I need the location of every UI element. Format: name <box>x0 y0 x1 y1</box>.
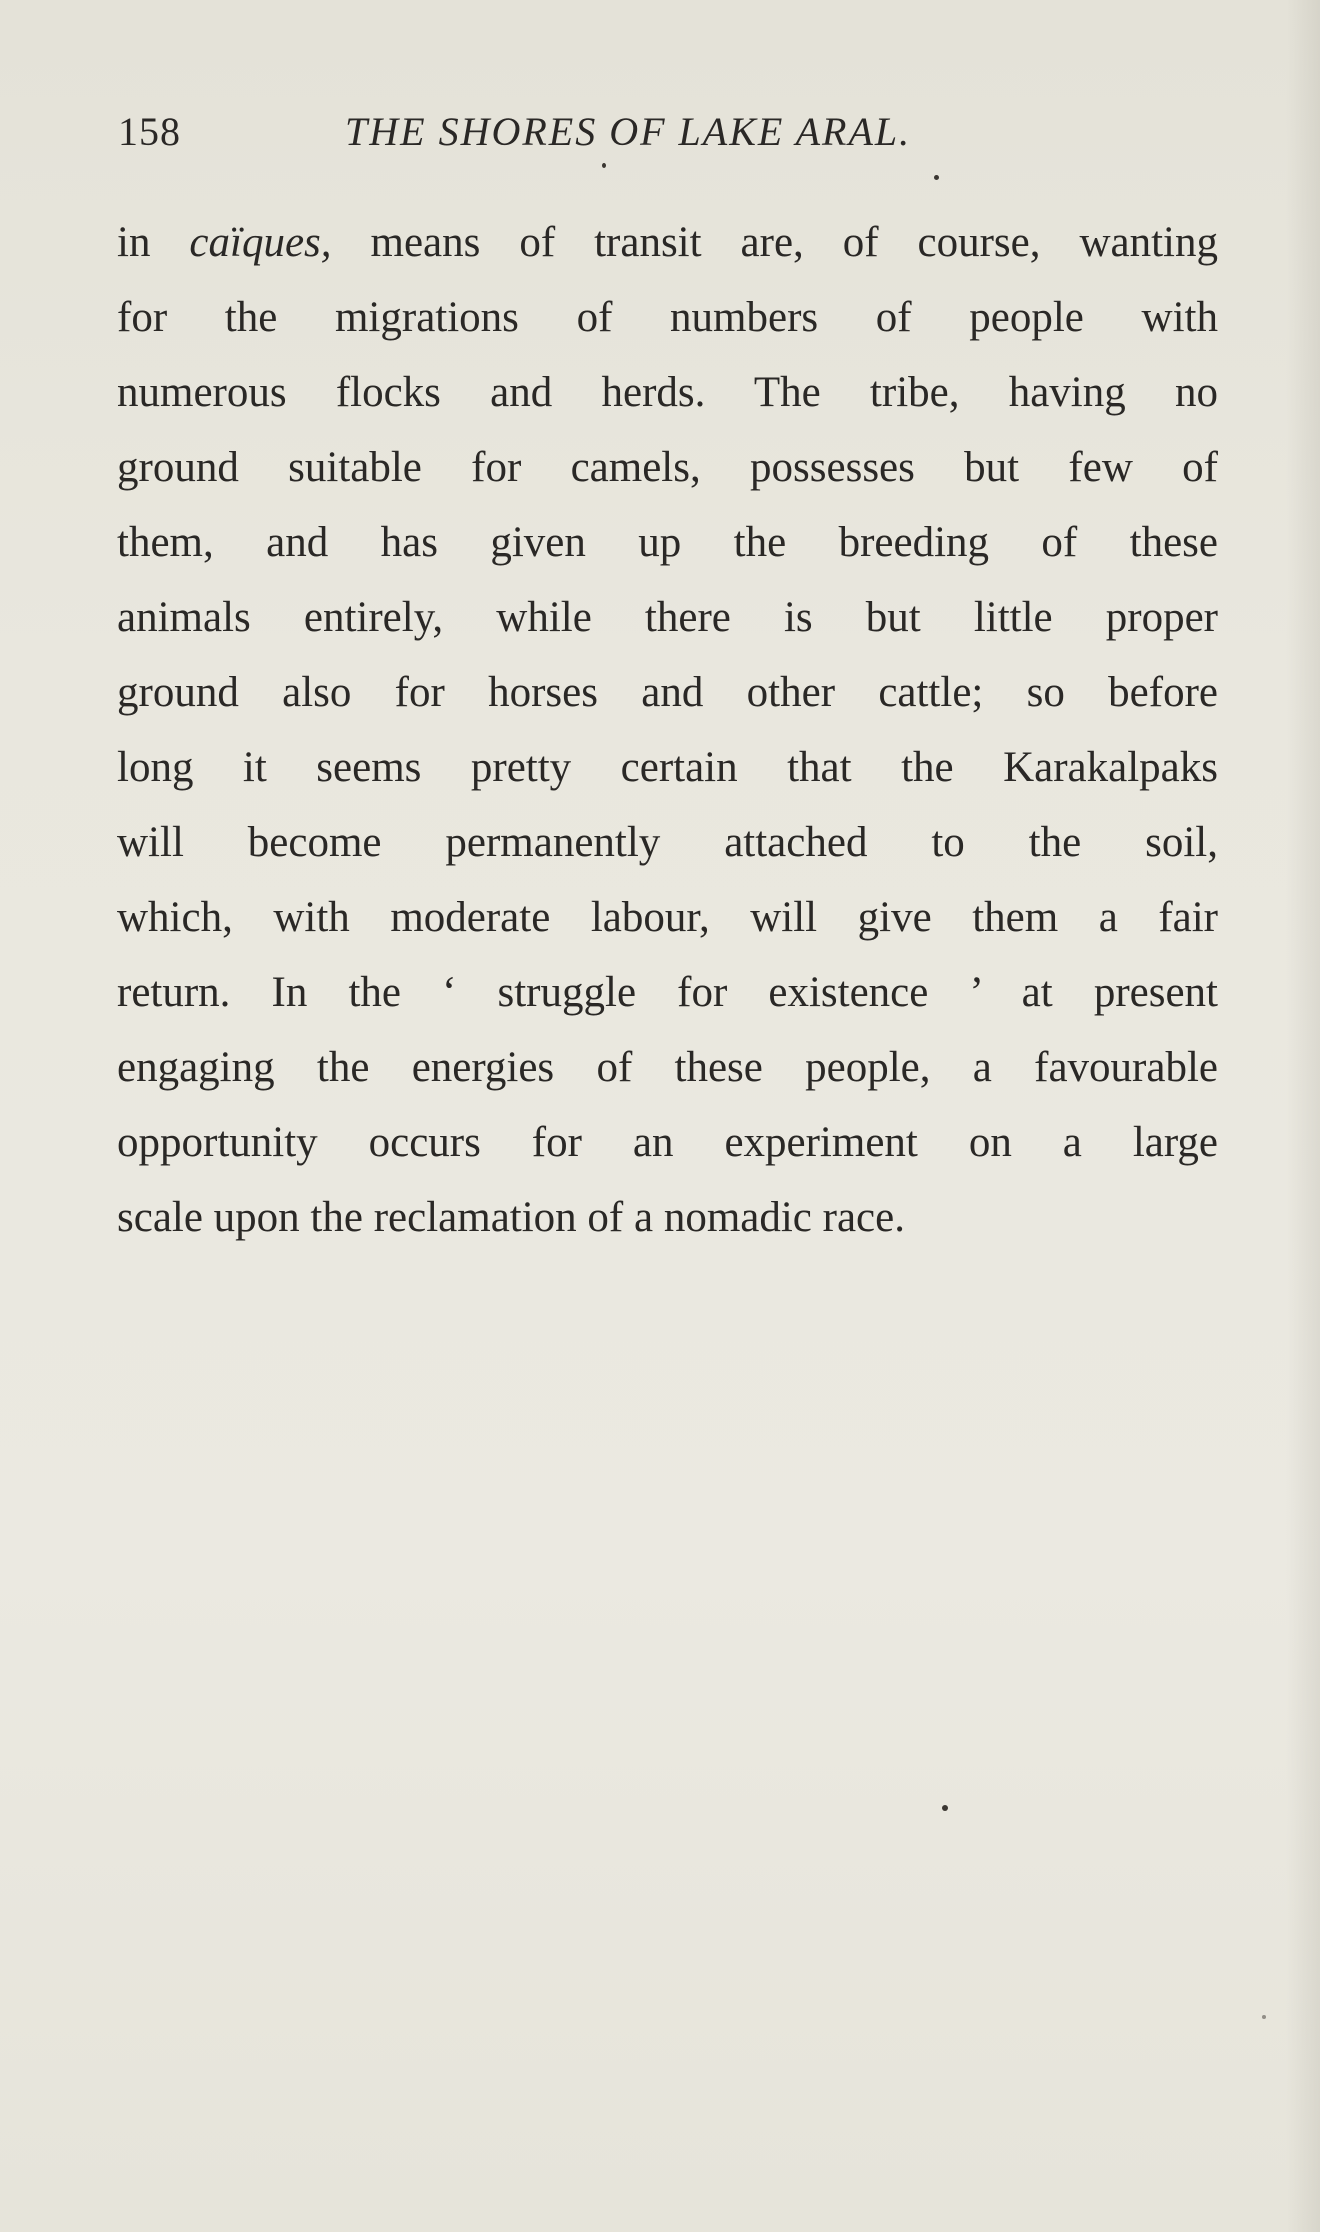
running-title: THE SHORES OF LAKE ARAL. <box>345 109 912 154</box>
page-edge-shadow <box>1286 0 1320 2232</box>
text-line: them, and has given up the breeding of these <box>117 519 1218 566</box>
page-number: 158 <box>118 109 181 154</box>
paper-speck <box>942 1805 948 1811</box>
paper-speck <box>1262 2015 1266 2019</box>
body-paragraph <box>117 205 1218 1255</box>
text-line: numerous flocks and herds. The tribe, having no <box>117 369 1218 416</box>
text-line: ground suitable for camels, possesses but few of <box>117 444 1218 491</box>
text-line: long it seems pretty certain that the Karakalpaks <box>117 744 1218 791</box>
text-line: animals entirely, while there is but little proper <box>117 594 1218 641</box>
text-line: return. In the ‘ struggle for existence ’ at present <box>117 969 1218 1016</box>
text-line: opportunity occurs for an experiment on a large <box>117 1119 1218 1166</box>
text-line <box>117 205 1218 280</box>
text-line-last: scale upon the reclamation of a nomadic race. <box>117 1194 905 1241</box>
text-line-start: in <box>117 219 190 266</box>
italic-word: caïques, <box>189 219 332 266</box>
text-line: for the migrations of numbers of people with <box>117 294 1218 341</box>
text-line: ground also for horses and other cattle; so before <box>117 669 1218 716</box>
text-line: engaging the energies of these people, a favourable <box>117 1044 1218 1091</box>
running-head <box>0 104 1320 164</box>
text-line: will become permanently attached to the soil, <box>117 819 1218 866</box>
text-line: which, with moderate labour, will give them a fair <box>117 894 1218 941</box>
paper-speck <box>602 163 606 168</box>
text-line-rest: means of transit are, of course, wanting <box>331 219 1219 266</box>
paper-speck <box>934 175 939 180</box>
